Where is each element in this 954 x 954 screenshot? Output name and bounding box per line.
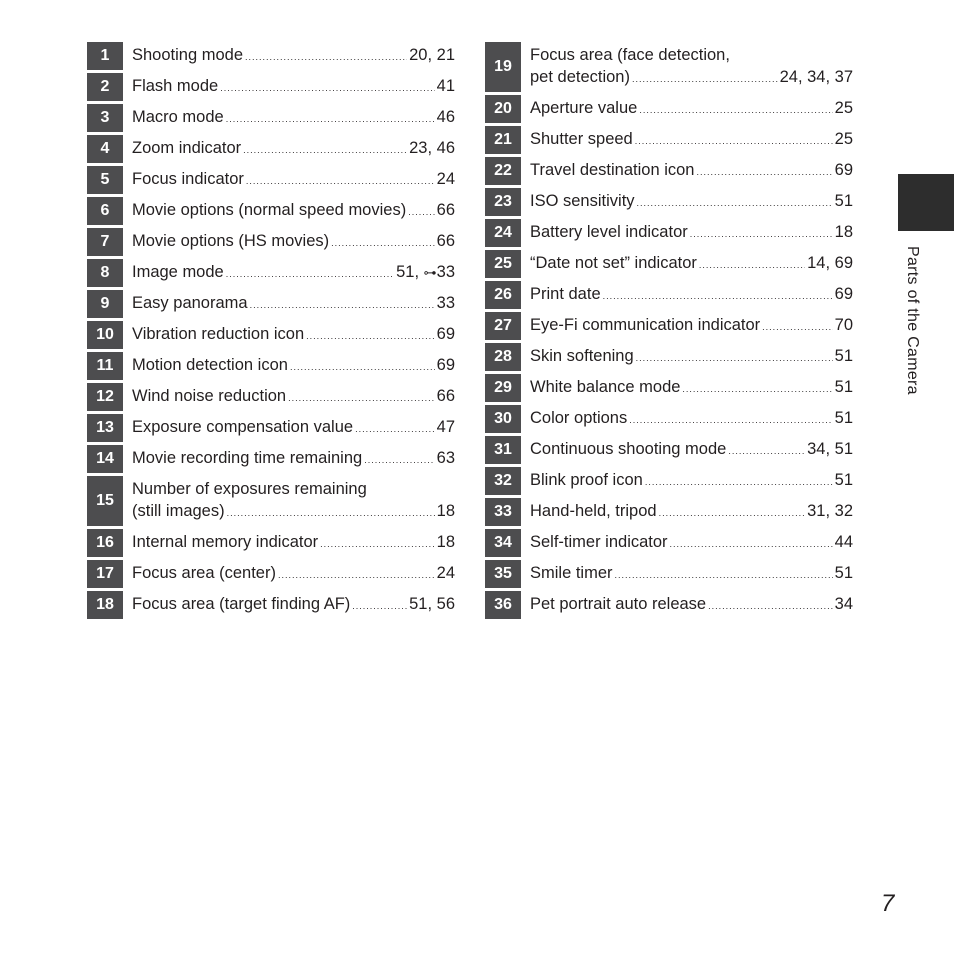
- entry-line: [132, 593, 455, 617]
- entry-label: Travel destination icon: [530, 161, 695, 179]
- entry-page-reference: [409, 44, 455, 66]
- entry-label: Movie options (normal speed movies): [132, 201, 407, 219]
- entry-body: [132, 383, 455, 411]
- entry-page-reference: [835, 469, 853, 491]
- entry-body: [530, 188, 853, 216]
- entry-page-reference: [807, 252, 853, 274]
- index-entry: [485, 188, 853, 216]
- entry-line: [132, 416, 455, 440]
- entry-number-badge: 9: [87, 290, 123, 318]
- entry-body: [132, 321, 455, 349]
- index-entry: [87, 228, 455, 256]
- entry-label: Skin softening: [530, 347, 634, 365]
- entry-line: [132, 354, 455, 378]
- entry-body: [530, 312, 853, 340]
- dot-leader: [639, 99, 832, 121]
- entry-label: Self-timer indicator: [530, 533, 668, 551]
- entry-page-reference: [437, 500, 455, 522]
- entry-page-numbers: 51: [834, 378, 853, 396]
- entry-line: [530, 407, 853, 431]
- index-entry: [87, 259, 455, 287]
- entry-number-badge: 20: [485, 95, 521, 123]
- index-entry: [485, 343, 853, 371]
- entry-page-reference: [437, 168, 455, 190]
- entry-page-reference: [437, 447, 455, 469]
- entry-page-reference: [409, 137, 455, 159]
- entry-body: [530, 281, 853, 309]
- entry-body: [132, 290, 455, 318]
- entry-body: [530, 157, 853, 185]
- index-entry: [485, 591, 853, 619]
- entry-number-badge: 14: [87, 445, 123, 473]
- entry-number-badge: 33: [485, 498, 521, 526]
- entry-line: [530, 159, 853, 183]
- index-entry: [87, 352, 455, 380]
- section-side-label: Parts of the Camera: [904, 246, 921, 395]
- entry-body: [132, 445, 455, 473]
- entry-line: [132, 168, 455, 192]
- entry-label-first-line: Focus area (face detection,: [530, 46, 730, 64]
- entry-label: Movie recording time remaining: [132, 449, 363, 467]
- entry-page-numbers: 41: [436, 77, 455, 95]
- entry-label: Battery level indicator: [530, 223, 688, 241]
- entry-page-numbers: 66: [436, 232, 455, 250]
- index-entry: [485, 281, 853, 309]
- entry-number-badge: 27: [485, 312, 521, 340]
- dot-leader: [290, 356, 435, 378]
- index-entry: [87, 383, 455, 411]
- entry-line: [530, 345, 853, 369]
- entry-number-badge: 16: [87, 529, 123, 557]
- entry-page-numbers: 47: [436, 418, 455, 436]
- index-entry: [485, 467, 853, 495]
- entry-body: [530, 529, 853, 557]
- entry-line: [530, 562, 853, 586]
- entry-body: [530, 436, 853, 464]
- entry-body: [530, 126, 853, 154]
- entry-number-badge: 17: [87, 560, 123, 588]
- entry-page-reference: [437, 385, 455, 407]
- entry-page-reference: [835, 593, 853, 615]
- entry-number-badge: 6: [87, 197, 123, 225]
- index-entry: [485, 405, 853, 433]
- dot-leader: [355, 418, 435, 440]
- entry-body: [132, 42, 455, 70]
- entry-line: [530, 252, 853, 276]
- entry-page-reference: [437, 354, 455, 376]
- page-number: 7: [881, 890, 895, 917]
- entry-page-reference: [396, 261, 455, 284]
- entry-page-numbers: 51: [834, 564, 853, 582]
- dot-leader: [632, 68, 778, 90]
- entry-page-numbers: 24, 34, 37: [779, 68, 853, 86]
- entry-number-badge: 29: [485, 374, 521, 402]
- entry-label: Easy panorama: [132, 294, 248, 312]
- entry-page-numbers-after-icon: 33: [436, 263, 455, 281]
- entry-body: [530, 343, 853, 371]
- entry-page-reference: [437, 531, 455, 553]
- section-tab-marker: [898, 174, 954, 231]
- entry-body: [530, 219, 853, 247]
- entry-line: [132, 106, 455, 130]
- entry-page-reference: [835, 376, 853, 398]
- entry-page-numbers: 44: [834, 533, 853, 551]
- entry-line: [530, 221, 853, 245]
- entry-page-reference: [437, 562, 455, 584]
- entry-number-badge: 3: [87, 104, 123, 132]
- index-entry: [485, 126, 853, 154]
- entry-page-numbers: 25: [834, 130, 853, 148]
- entry-page-numbers: 34, 51: [807, 440, 853, 458]
- entry-page-reference: [835, 221, 853, 243]
- entry-body: [132, 560, 455, 588]
- index-entry: [87, 476, 455, 526]
- entry-body: [530, 467, 853, 495]
- entry-body: [530, 560, 853, 588]
- entry-page-reference: [437, 416, 455, 438]
- entry-page-reference: [437, 75, 455, 97]
- entry-page-numbers: 24: [436, 170, 455, 188]
- entry-label: Smile timer: [530, 564, 613, 582]
- entry-label: Wind noise reduction: [132, 387, 287, 405]
- index-entry: [87, 529, 455, 557]
- entry-number-badge: 10: [87, 321, 123, 349]
- entry-page-reference: [437, 292, 455, 314]
- dot-leader: [243, 139, 407, 161]
- entry-number-badge: 28: [485, 343, 521, 371]
- entry-line: [132, 199, 455, 223]
- dot-leader: [364, 449, 434, 471]
- entry-number-badge: 21: [485, 126, 521, 154]
- entry-label: Zoom indicator: [132, 139, 242, 157]
- entry-label: (still images): [132, 502, 225, 520]
- entry-page-numbers: 69: [436, 325, 455, 343]
- entry-body: [132, 135, 455, 163]
- entry-label: Print date: [530, 285, 601, 303]
- entry-label: Macro mode: [132, 108, 224, 126]
- entry-number-badge: 25: [485, 250, 521, 278]
- dot-leader: [696, 161, 832, 183]
- entry-number-badge: 15: [87, 476, 123, 526]
- entry-label: Motion detection icon: [132, 356, 288, 374]
- entry-page-reference: [409, 593, 455, 615]
- entry-body: [530, 374, 853, 402]
- entry-page-reference: [835, 407, 853, 429]
- entry-page-reference: [437, 106, 455, 128]
- index-entry: [87, 42, 455, 70]
- entry-body: [132, 591, 455, 619]
- entry-label-line1: [530, 44, 853, 66]
- entry-line: [132, 562, 455, 586]
- entry-line: [132, 44, 455, 68]
- entry-line: [530, 190, 853, 214]
- entry-page-reference: [835, 283, 853, 305]
- entry-number-badge: 2: [87, 73, 123, 101]
- entry-line: [132, 323, 455, 347]
- right-index-column: [485, 42, 853, 622]
- entry-label: Color options: [530, 409, 628, 427]
- entry-page-reference: [835, 97, 853, 119]
- entry-line: [132, 230, 455, 254]
- index-entry: [485, 312, 853, 340]
- dot-leader: [682, 378, 832, 400]
- entry-label: Focus indicator: [132, 170, 244, 188]
- dot-leader: [226, 263, 394, 285]
- entry-label: “Date not set” indicator: [530, 254, 697, 272]
- entry-body: [530, 591, 853, 619]
- entry-label: pet detection): [530, 68, 630, 86]
- entry-label: Shutter speed: [530, 130, 633, 148]
- entry-number-badge: 35: [485, 560, 521, 588]
- entry-page-numbers: 18: [834, 223, 853, 241]
- entry-body: [132, 197, 455, 225]
- index-entry: [87, 290, 455, 318]
- entry-label: Shooting mode: [132, 46, 243, 64]
- entry-page-numbers: 51, 56: [409, 595, 455, 613]
- index-entry: [485, 374, 853, 402]
- entry-body: [132, 352, 455, 380]
- entry-number-badge: 34: [485, 529, 521, 557]
- dot-leader: [670, 533, 833, 555]
- entry-line: [530, 438, 853, 462]
- entry-page-numbers: 69: [436, 356, 455, 374]
- entry-label: Hand-held, tripod: [530, 502, 657, 520]
- entry-body: [530, 250, 853, 278]
- entry-page-reference: [437, 323, 455, 345]
- dot-leader: [245, 46, 407, 68]
- dot-leader: [408, 201, 434, 223]
- entry-label: Blink proof icon: [530, 471, 643, 489]
- dot-leader: [603, 285, 833, 307]
- entry-body: [530, 95, 853, 123]
- entry-page-numbers: 18: [436, 533, 455, 551]
- index-entry: [485, 42, 853, 92]
- entry-number-badge: 4: [87, 135, 123, 163]
- index-entry: [485, 219, 853, 247]
- entry-page-numbers: 14, 69: [807, 254, 853, 272]
- entry-page-reference: [807, 438, 853, 460]
- entry-page-reference: [835, 190, 853, 212]
- entry-number-badge: 23: [485, 188, 521, 216]
- entry-label: Focus area (target finding AF): [132, 595, 351, 613]
- entry-page-reference: [835, 159, 853, 181]
- entry-page-numbers: 34: [834, 595, 853, 613]
- entry-number-badge: 13: [87, 414, 123, 442]
- entry-number-badge: 19: [485, 42, 521, 92]
- entry-label-first-line: Number of exposures remaining: [132, 480, 367, 498]
- dot-leader: [699, 254, 805, 276]
- index-entry: [87, 135, 455, 163]
- index-entry: [87, 166, 455, 194]
- entry-body: [530, 498, 853, 526]
- index-entry: [485, 498, 853, 526]
- index-entry: [485, 157, 853, 185]
- entry-number-badge: 30: [485, 405, 521, 433]
- entry-line: [132, 261, 455, 285]
- entry-page-reference: [807, 500, 853, 522]
- index-entry: [87, 414, 455, 442]
- entry-page-numbers: 69: [834, 161, 853, 179]
- index-entry: [87, 591, 455, 619]
- dot-leader: [635, 130, 833, 152]
- left-index-column: [87, 42, 455, 622]
- entry-page-reference: [835, 314, 853, 336]
- index-entry: [485, 95, 853, 123]
- entry-label: White balance mode: [530, 378, 681, 396]
- entry-line: [132, 500, 455, 524]
- dot-leader: [615, 564, 833, 586]
- entry-number-badge: 24: [485, 219, 521, 247]
- dot-leader: [762, 316, 832, 338]
- entry-page-numbers: 25: [834, 99, 853, 117]
- entry-line: [132, 292, 455, 316]
- entry-label: Pet portrait auto release: [530, 595, 707, 613]
- index-entry: [87, 197, 455, 225]
- dot-leader: [331, 232, 434, 254]
- entry-page-numbers: 66: [436, 201, 455, 219]
- dot-leader: [226, 108, 435, 130]
- dot-leader: [637, 192, 833, 214]
- entry-page-reference: [437, 230, 455, 252]
- index-entry: [87, 445, 455, 473]
- dot-leader: [250, 294, 435, 316]
- entry-line: [530, 97, 853, 121]
- entry-line: [530, 531, 853, 555]
- index-entry: [485, 436, 853, 464]
- entry-number-badge: 31: [485, 436, 521, 464]
- entry-label: Flash mode: [132, 77, 219, 95]
- entry-number-badge: 32: [485, 467, 521, 495]
- entry-label: Focus area (center): [132, 564, 276, 582]
- dot-leader: [352, 595, 407, 617]
- entry-number-badge: 18: [87, 591, 123, 619]
- entry-page-numbers: 63: [436, 449, 455, 467]
- reference-section-icon: ⊶: [423, 265, 437, 280]
- dot-leader: [278, 564, 435, 586]
- entry-page-reference: [835, 531, 853, 553]
- entry-page-numbers: 69: [834, 285, 853, 303]
- entry-number-badge: 5: [87, 166, 123, 194]
- entry-line: [530, 66, 853, 90]
- dot-leader: [645, 471, 833, 493]
- entry-line: [132, 531, 455, 555]
- entry-body: [132, 166, 455, 194]
- entry-label: ISO sensitivity: [530, 192, 635, 210]
- entry-body: [132, 104, 455, 132]
- entry-body: [132, 414, 455, 442]
- entry-page-numbers: 31, 32: [807, 502, 853, 520]
- dot-leader: [246, 170, 435, 192]
- entry-line: [530, 376, 853, 400]
- entry-body: [132, 529, 455, 557]
- entry-number-badge: 11: [87, 352, 123, 380]
- entry-page-numbers: 51: [834, 409, 853, 427]
- entry-line: [530, 500, 853, 524]
- entry-line: [132, 447, 455, 471]
- index-entry: [87, 321, 455, 349]
- dot-leader: [629, 409, 832, 431]
- entry-page-numbers: 33: [436, 294, 455, 312]
- entry-page-numbers: 24: [436, 564, 455, 582]
- entry-line: [530, 314, 853, 338]
- entry-label: Eye-Fi communication indicator: [530, 316, 761, 334]
- entry-page-numbers: 46: [436, 108, 455, 126]
- entry-number-badge: 7: [87, 228, 123, 256]
- entry-page-numbers: 23, 46: [409, 139, 455, 157]
- entry-page-numbers: 66: [436, 387, 455, 405]
- entry-label: Image mode: [132, 263, 224, 281]
- index-entry: [87, 104, 455, 132]
- entry-number-badge: 22: [485, 157, 521, 185]
- entry-line: [530, 469, 853, 493]
- entry-body: [530, 405, 853, 433]
- entry-page-numbers: 51: [834, 347, 853, 365]
- entry-body: [132, 476, 455, 526]
- entry-number-badge: 8: [87, 259, 123, 287]
- entry-page-reference: [835, 128, 853, 150]
- entry-page-numbers: 51: [834, 192, 853, 210]
- dot-leader: [306, 325, 435, 347]
- entry-page-reference: [835, 345, 853, 367]
- dot-leader: [320, 533, 434, 555]
- entry-number-badge: 26: [485, 281, 521, 309]
- index-entry: [485, 560, 853, 588]
- entry-line: [530, 593, 853, 617]
- entry-page-reference: [437, 199, 455, 221]
- index-entry: [485, 250, 853, 278]
- entry-line: [132, 137, 455, 161]
- entry-label-line1: [132, 478, 455, 500]
- dot-leader: [728, 440, 805, 462]
- dot-leader: [690, 223, 833, 245]
- entry-label: Exposure compensation value: [132, 418, 354, 436]
- entry-label: Vibration reduction icon: [132, 325, 305, 343]
- dot-leader: [227, 502, 435, 524]
- entry-line: [132, 75, 455, 99]
- entry-line: [530, 128, 853, 152]
- entry-page-numbers: 51: [834, 471, 853, 489]
- dot-leader: [708, 595, 833, 617]
- entry-page-reference: [780, 66, 853, 88]
- entry-number-badge: 1: [87, 42, 123, 70]
- entry-label: Continuous shooting mode: [530, 440, 727, 458]
- index-entry: [87, 73, 455, 101]
- entry-page-numbers: 18: [436, 502, 455, 520]
- entry-body: [132, 73, 455, 101]
- dot-leader: [288, 387, 435, 409]
- entry-page-reference: [835, 562, 853, 584]
- entry-label: Aperture value: [530, 99, 638, 117]
- entry-label: Movie options (HS movies): [132, 232, 330, 250]
- entry-body: [530, 42, 853, 92]
- entry-body: [132, 228, 455, 256]
- entry-number-badge: 12: [87, 383, 123, 411]
- dot-leader: [636, 347, 833, 369]
- entry-line: [132, 385, 455, 409]
- entry-number-badge: 36: [485, 591, 521, 619]
- dot-leader: [220, 77, 434, 99]
- entry-page-numbers: 20, 21: [409, 46, 455, 64]
- entry-body: [132, 259, 455, 287]
- entry-page-numbers: 70: [834, 316, 853, 334]
- index-entry: [87, 560, 455, 588]
- dot-leader: [659, 502, 806, 524]
- entry-page-numbers: 51,: [396, 263, 424, 281]
- index-entry: [485, 529, 853, 557]
- entry-label: Internal memory indicator: [132, 533, 319, 551]
- entry-line: [530, 283, 853, 307]
